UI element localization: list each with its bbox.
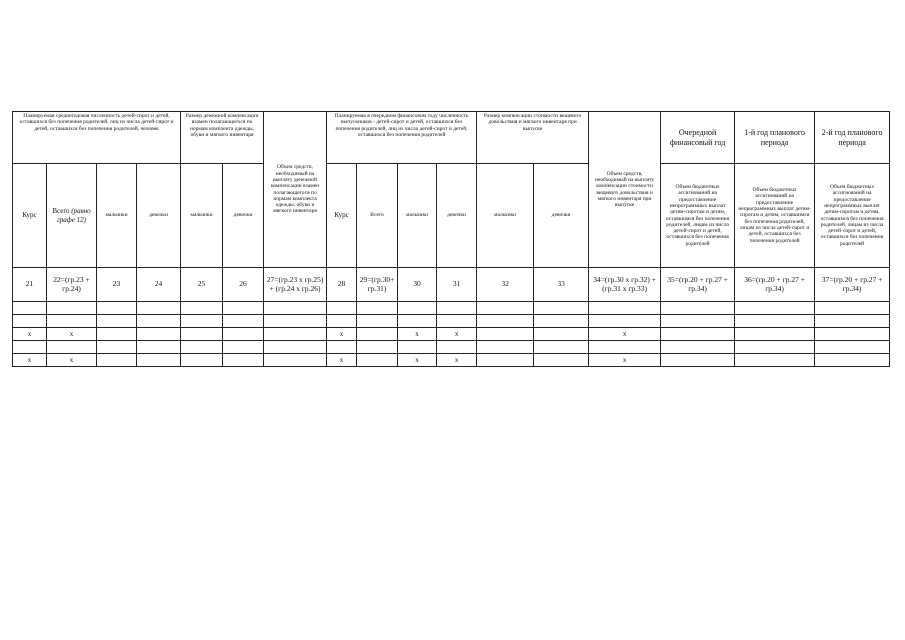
header-girls-d: девочки — [534, 164, 589, 268]
col-num: 24 — [137, 268, 181, 302]
header-column-37: Объем бюджетных ассигнований на предоставление непрограммных выплат детям-сиротам и детям, оставшимся без попечения родителей, лицам из числа детей-сирот и детей, оставшихся без попечения родителей — [815, 164, 890, 268]
header-girls-b: девочки — [223, 164, 264, 268]
table-row — [13, 315, 890, 328]
x-mark: х — [398, 328, 437, 341]
header-cash-compensation: Размер денежной компенсации взамен полагающегося по нормам комплекта одежды, обуви и мягкого инвентаря — [181, 112, 264, 164]
x-mark: х — [327, 354, 357, 367]
x-mark: х — [327, 328, 357, 341]
col-num: 36=(гр.20 + гр.27 + гр.34) — [735, 268, 815, 302]
col-num: 23 — [97, 268, 137, 302]
header-boys-b: мальчики — [181, 164, 223, 268]
col-num: 25 — [181, 268, 223, 302]
table-row — [13, 328, 890, 341]
table-row — [13, 302, 890, 315]
col-num: 37=(гр.20 + гр.27 + гр.34) — [815, 268, 890, 302]
table-row — [13, 341, 890, 354]
column-numbers-row — [13, 268, 890, 302]
col-num: 21 — [13, 268, 47, 302]
col-num: 28 — [327, 268, 357, 302]
x-mark: х — [437, 328, 477, 341]
header-girls-a: девочки — [137, 164, 181, 268]
col-num: 29=(гр.30+ гр.31) — [357, 268, 398, 302]
header-course: Курс — [13, 164, 47, 268]
x-mark: х — [13, 354, 47, 367]
col-num: 34=(гр.30 х гр.32) + (гр.31 х гр.33) — [589, 268, 661, 302]
header-avg-count: Планируемая среднегодовая численность детей-сирот и детей, оставшихся без попечения родителей, лиц из числа детей-сирот и детей, оставшихся без попечения родителей, человек — [13, 112, 181, 164]
header-column-36: Объем бюджетных ассигнований на предоставление непрограммных выплат детям-сиротам и детям, оставшимся без попечения родителей, лицам из числа детей-сирот и детей, оставшихся без попечения родителей — [735, 164, 815, 268]
header-graduation-compensation: Размер компенсации стоимости вещевого довольствия и мягкого инвентаря при выпуске — [477, 112, 589, 164]
header-boys-c: мальчики — [398, 164, 437, 268]
header-boys-d: мальчики — [477, 164, 534, 268]
x-mark: х — [589, 354, 661, 367]
col-num: 22=(гр.23 + гр.24) — [47, 268, 97, 302]
x-mark: х — [47, 328, 97, 341]
col-num: 35=(гр.20 + гр.27 + гр.34) — [661, 268, 735, 302]
col-num: 33 — [534, 268, 589, 302]
header-graduates-count: Планируемая в очередном финансовом году численность выпускников - детей-сирот и детей, оставшихся без попечения родителей, лиц из числа детей-сирот и детей, оставшихся без попечения родителей — [327, 112, 477, 164]
header-plan-year-2: 2-й год планового периода — [815, 112, 890, 164]
x-mark: х — [398, 354, 437, 367]
col-num: 26 — [223, 268, 264, 302]
header-column-35: Объем бюджетных ассигнований на предоставление непрограммных выплат детям-сиротам и детям, оставшимся без попечения родителей, лицам из числа детей-сирот и детей, оставшихся без попечения родителей — [661, 164, 735, 268]
header-column-34: Объем средств, необходимый на выплату компенсации стоимости вещевого довольствия и мягкого инвентаря при выпуске — [589, 112, 661, 268]
header-column-27: Объем средств, необходимый на выплату денежной компенсации взамен полагающегося по нормам комплекта одежды, обуви и мягкого инвентаря — [264, 112, 327, 268]
x-mark: х — [47, 354, 97, 367]
header-next-year: Очередной финансовый год — [661, 112, 735, 164]
table-row — [13, 354, 890, 367]
col-num: 27=(гр.23 х гр.25) + (гр.24 х гр.26) — [264, 268, 327, 302]
appendix-table — [12, 111, 890, 367]
col-num: 31 — [437, 268, 477, 302]
col-num: 30 — [398, 268, 437, 302]
header-course-b: Курс — [327, 164, 357, 268]
header-girls-c: девочки — [437, 164, 477, 268]
header-boys-a: мальчики — [97, 164, 137, 268]
header-plan-year-1: 1-й год планового периода — [735, 112, 815, 164]
x-mark: х — [589, 328, 661, 341]
col-num: 32 — [477, 268, 534, 302]
x-mark: х — [13, 328, 47, 341]
header-total-a: Всего (равно графе 12) — [47, 164, 97, 268]
x-mark: х — [437, 354, 477, 367]
header-total-b: Всего — [357, 164, 398, 268]
